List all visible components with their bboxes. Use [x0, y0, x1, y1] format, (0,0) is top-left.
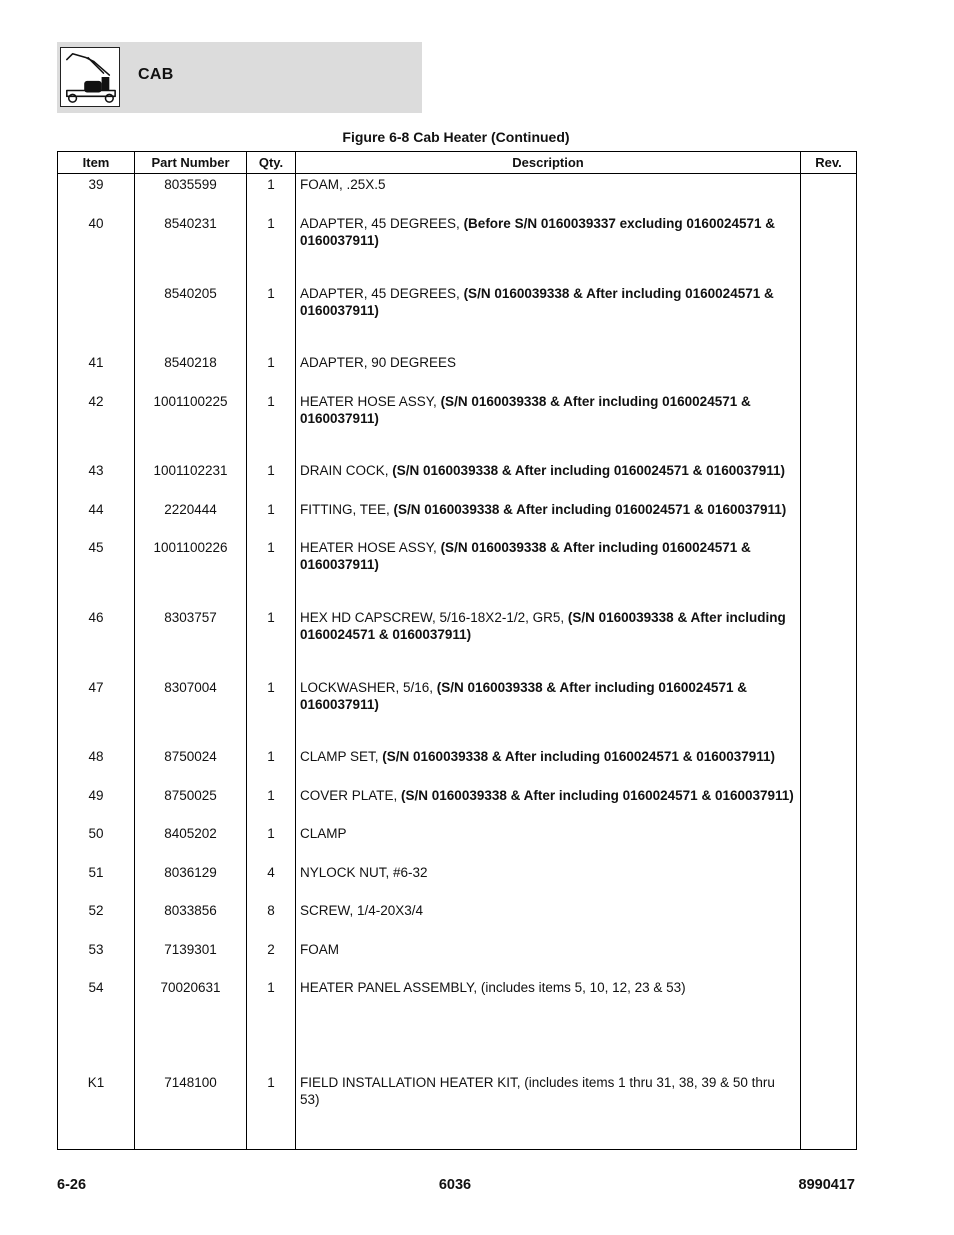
table-row: [58, 460, 857, 498]
qty-cell: 8: [247, 900, 296, 938]
item-cell: 39: [58, 174, 135, 213]
rev-cell: [801, 939, 857, 977]
rev-cell: [801, 746, 857, 784]
empty-cell: [58, 1141, 135, 1149]
part-number-cell: 8540205: [135, 283, 247, 353]
part-number-cell: 1001100226: [135, 537, 247, 607]
rev-cell: [801, 977, 857, 1015]
qty-cell: 1: [247, 977, 296, 1015]
column-header-rev: Rev.: [801, 152, 857, 174]
description-text: ADAPTER, 45 DEGREES,: [300, 285, 464, 301]
part-number-cell: 2220444: [135, 499, 247, 537]
rev-cell: [801, 174, 857, 213]
table-row: [58, 785, 857, 823]
qty-cell: 1: [247, 352, 296, 390]
part-number-cell: 8750024: [135, 746, 247, 784]
column-header-qty: Qty.: [247, 152, 296, 174]
description-text: CLAMP: [300, 826, 347, 842]
qty-cell: 1: [247, 607, 296, 677]
qty-cell: 1: [247, 283, 296, 353]
part-number-cell: 8033856: [135, 900, 247, 938]
rev-cell: [801, 677, 857, 747]
table-row: [58, 677, 857, 747]
qty-cell: 1: [247, 677, 296, 747]
rev-cell: [801, 537, 857, 607]
part-number-cell: 8035599: [135, 174, 247, 213]
rev-cell: [801, 785, 857, 823]
qty-cell: 1: [247, 213, 296, 283]
rev-cell: [801, 862, 857, 900]
description-cell: [296, 677, 801, 747]
empty-cell: [296, 1141, 801, 1149]
description-text: LOCKWASHER, 5/16,: [300, 679, 437, 695]
part-number-cell: 7139301: [135, 939, 247, 977]
rev-cell: [801, 499, 857, 537]
description-cell: [296, 391, 801, 461]
item-cell: 52: [58, 900, 135, 938]
table-row: [58, 746, 857, 784]
serial-number-note: (S/N 0160039338 & After including 0160024571 & 0160037911): [300, 285, 774, 318]
description-text: FIELD INSTALLATION HEATER KIT, (includes items 1 thru 31, 38, 39 & 50 thru 53): [300, 1074, 775, 1107]
empty-cell: [135, 1016, 247, 1072]
rev-cell: [801, 213, 857, 283]
table-row: [58, 352, 857, 390]
serial-number-note: (S/N 0160039338 & After including 0160024571 & 0160037911): [392, 463, 786, 479]
item-cell: 54: [58, 977, 135, 1015]
qty-cell: 2: [247, 939, 296, 977]
serial-number-note: (S/N 0160039338 & After including 0160024571 & 0160037911): [300, 393, 751, 426]
serial-number-note: (S/N 0160039338 & After including 0160024571 & 0160037911): [300, 679, 747, 712]
part-number-cell: 1001102231: [135, 460, 247, 498]
description-text: SCREW, 1/4-20X3/4: [300, 903, 424, 919]
section-title: CAB: [138, 66, 174, 83]
table-row: [58, 283, 857, 353]
item-cell: 50: [58, 823, 135, 861]
qty-cell: 1: [247, 823, 296, 861]
item-cell: 51: [58, 862, 135, 900]
empty-cell: [296, 1016, 801, 1072]
description-text: ADAPTER, 45 DEGREES,: [300, 215, 464, 231]
table-row: [58, 977, 857, 1015]
rev-cell: [801, 1072, 857, 1142]
serial-number-note: (Before S/N 0160039337 excluding 0160024571 & 0160037911): [300, 215, 775, 248]
serial-number-note: (S/N 0160039338 & After including 0160024571 & 0160037911): [393, 501, 787, 517]
part-number-cell: 8307004: [135, 677, 247, 747]
parts-table-body: [58, 174, 857, 1150]
description-cell: [296, 900, 801, 938]
item-cell: 47: [58, 677, 135, 747]
rev-cell: [801, 607, 857, 677]
table-spacer-row: [58, 1016, 857, 1072]
qty-cell: 1: [247, 537, 296, 607]
table-row: [58, 537, 857, 607]
part-number-cell: 8540218: [135, 352, 247, 390]
table-row: [58, 499, 857, 537]
qty-cell: 1: [247, 1072, 296, 1142]
figure-title: Figure 6-8 Cab Heater (Continued): [342, 129, 570, 145]
empty-cell: [247, 1016, 296, 1072]
part-number-cell: 8036129: [135, 862, 247, 900]
description-text: DRAIN COCK,: [300, 463, 393, 479]
qty-cell: 1: [247, 746, 296, 784]
rev-cell: [801, 900, 857, 938]
serial-number-note: (S/N 0160039338 & After including 0160024571 & 0160037911): [382, 749, 776, 765]
description-text: HEATER HOSE ASSY,: [300, 540, 441, 556]
table-row: [58, 607, 857, 677]
item-cell: 45: [58, 537, 135, 607]
description-text: FITTING, TEE,: [300, 501, 394, 517]
description-cell: [296, 746, 801, 784]
table-row: [58, 213, 857, 283]
footer-page-number: 6-26: [57, 1177, 87, 1193]
item-cell: 40: [58, 213, 135, 283]
description-text: COVER PLATE,: [300, 787, 402, 803]
description-cell: [296, 174, 801, 213]
description-text: NYLOCK NUT, #6-32: [300, 864, 428, 880]
item-cell: 44: [58, 499, 135, 537]
part-number-cell: 8303757: [135, 607, 247, 677]
column-header-description: Description: [296, 152, 801, 174]
rev-cell: [801, 283, 857, 353]
empty-cell: [801, 1141, 857, 1149]
table-row: [58, 862, 857, 900]
description-cell: [296, 939, 801, 977]
description-text: HEATER PANEL ASSEMBLY, (includes items 5, 10, 12, 23 & 53): [300, 980, 686, 996]
description-cell: [296, 1072, 801, 1142]
part-number-cell: 70020631: [135, 977, 247, 1015]
part-number-cell: 8405202: [135, 823, 247, 861]
qty-cell: 1: [247, 391, 296, 461]
description-cell: [296, 283, 801, 353]
part-number-cell: 8750025: [135, 785, 247, 823]
rev-cell: [801, 460, 857, 498]
part-number-cell: 7148100: [135, 1072, 247, 1142]
part-number-cell: 1001100225: [135, 391, 247, 461]
item-cell: 41: [58, 352, 135, 390]
table-header-row: [58, 152, 857, 174]
description-cell: [296, 785, 801, 823]
item-cell: 48: [58, 746, 135, 784]
item-cell: K1: [58, 1072, 135, 1142]
table-row: [58, 391, 857, 461]
footer-model: 6036: [438, 1177, 472, 1193]
item-cell: 49: [58, 785, 135, 823]
table-row: [58, 900, 857, 938]
parts-table: [57, 151, 857, 1150]
description-text: FOAM, .25X.5: [300, 177, 386, 192]
serial-number-note: (S/N 0160039338 & After including 0160024571 & 0160037911): [300, 609, 786, 642]
description-text: ADAPTER, 90 DEGREES: [300, 355, 457, 371]
column-header-item: Item: [58, 152, 135, 174]
qty-cell: 1: [247, 499, 296, 537]
description-cell: [296, 460, 801, 498]
item-cell: 43: [58, 460, 135, 498]
item-cell: 46: [58, 607, 135, 677]
machine-lift-icon: [61, 48, 119, 106]
description-cell: [296, 607, 801, 677]
empty-cell: [58, 1016, 135, 1072]
rev-cell: [801, 352, 857, 390]
qty-cell: 1: [247, 785, 296, 823]
rev-cell: [801, 823, 857, 861]
description-text: HEATER HOSE ASSY,: [300, 393, 441, 409]
table-row: [58, 823, 857, 861]
rev-cell: [801, 391, 857, 461]
description-text: HEX HD CAPSCREW, 5/16-18X2-1/2, GR5,: [300, 609, 568, 625]
description-cell: [296, 213, 801, 283]
description-cell: [296, 977, 801, 1015]
qty-cell: 1: [247, 460, 296, 498]
table-row: [58, 1072, 857, 1142]
serial-number-note: (S/N 0160039338 & After including 0160024571 & 0160037911): [401, 787, 794, 803]
empty-cell: [247, 1141, 296, 1149]
item-cell: 53: [58, 939, 135, 977]
logo: [60, 47, 120, 107]
description-text: FOAM: [300, 941, 339, 957]
qty-cell: 1: [247, 174, 296, 213]
serial-number-note: (S/N 0160039338 & After including 0160024571 & 0160037911): [300, 540, 751, 573]
description-cell: [296, 862, 801, 900]
description-text: CLAMP SET,: [300, 749, 383, 765]
empty-cell: [135, 1141, 247, 1149]
table-row: [58, 174, 857, 213]
description-cell: [296, 823, 801, 861]
qty-cell: 4: [247, 862, 296, 900]
item-cell: 42: [58, 391, 135, 461]
description-cell: [296, 537, 801, 607]
item-cell: [58, 283, 135, 353]
footer-doc-number: 8990417: [798, 1177, 855, 1193]
description-cell: [296, 352, 801, 390]
empty-cell: [801, 1016, 857, 1072]
table-filler-row: [58, 1141, 857, 1149]
table-row: [58, 939, 857, 977]
column-header-part-number: Part Number: [135, 152, 247, 174]
description-cell: [296, 499, 801, 537]
part-number-cell: 8540231: [135, 213, 247, 283]
